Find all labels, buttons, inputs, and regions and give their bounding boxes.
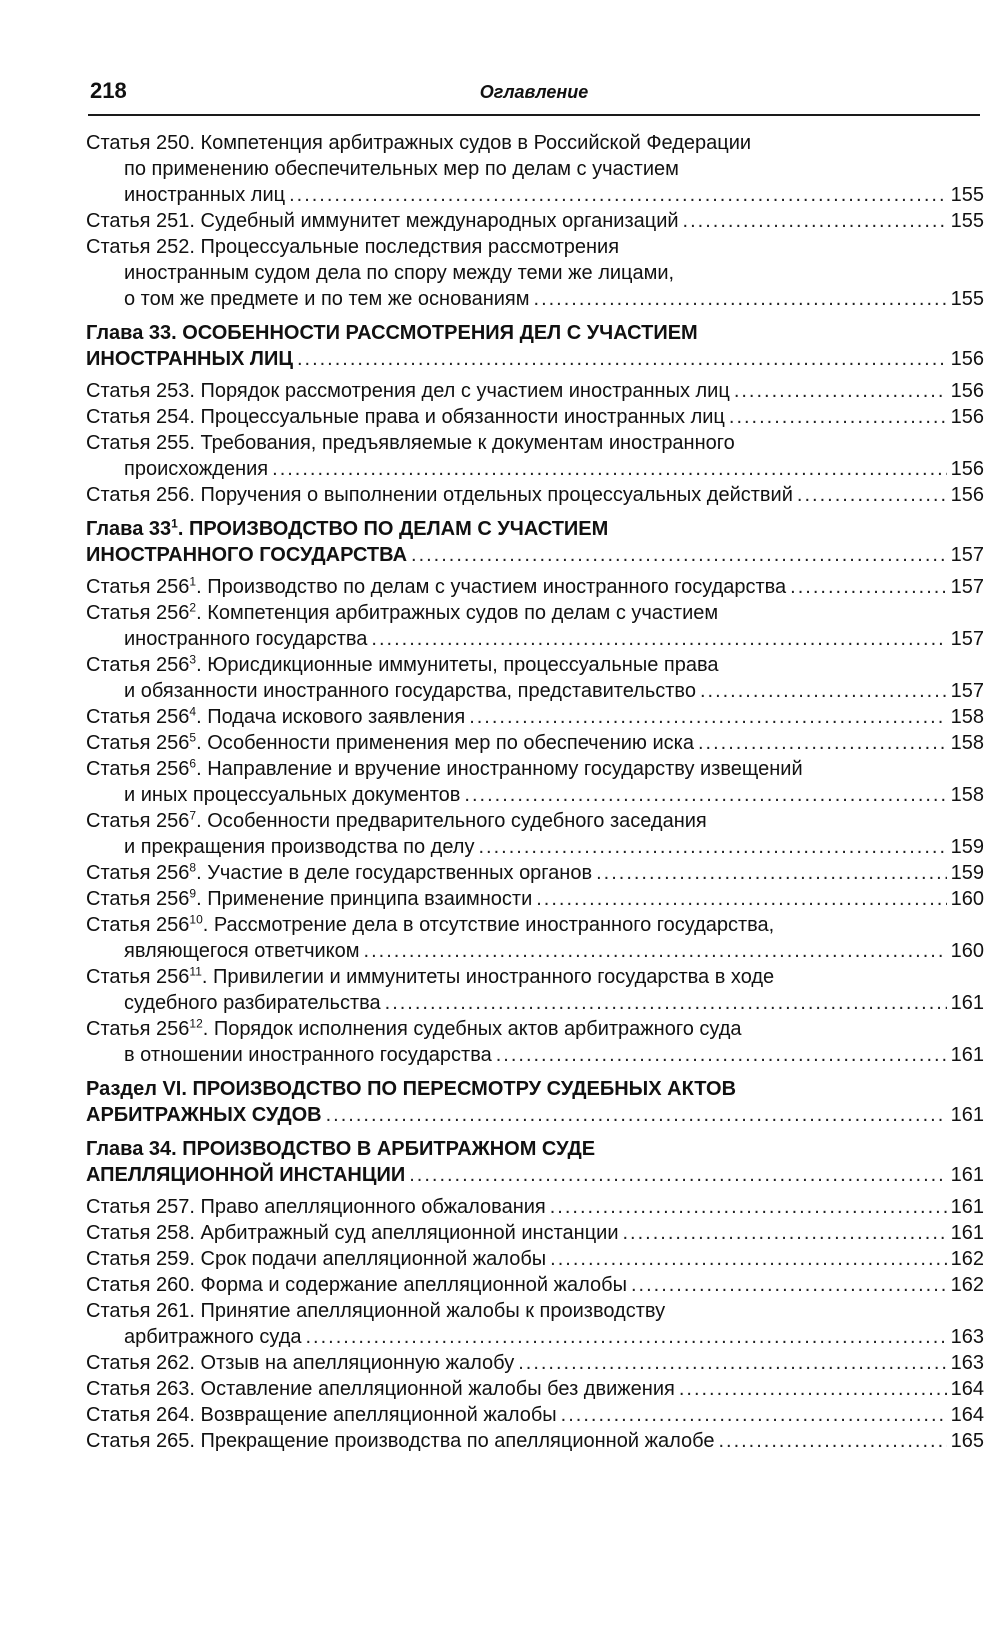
toc-entry[interactable] [86,1194,984,1220]
table-of-contents [86,130,984,1454]
dot-leader [790,574,946,600]
toc-prefix: Статья 256 [86,602,190,624]
toc-line [86,1272,984,1298]
toc-superscript: 3 [189,652,197,667]
toc-page-number: 162 [950,1248,984,1270]
toc-page-number: 159 [950,862,984,884]
dot-leader [550,1246,946,1272]
toc-superscript: 4 [189,704,197,719]
toc-line-text: и прекращения производства по делу [124,836,475,858]
toc-heading[interactable] [86,320,984,372]
toc-line-text: Статья 265. Прекращение производства по апелляционной жалобе [86,1430,715,1452]
toc-entry[interactable] [86,1016,984,1068]
toc-page-number: 156 [950,484,984,506]
toc-line-text: Статья 263. Оставление апелляционной жалобы без движения [86,1378,675,1400]
dot-leader [718,1428,946,1454]
toc-line [86,404,984,430]
toc-line [86,938,984,964]
toc-page-number: 160 [950,888,984,910]
dot-leader [550,1194,947,1220]
toc-line-text: Статья 264. Возвращение апелляционной жалобы [86,1404,557,1426]
dot-leader [364,938,947,964]
toc-line-text [86,1018,742,1040]
toc-line-text: иностранного государства [124,628,368,650]
dot-leader [371,626,946,652]
toc-line-text [86,860,592,886]
toc-title: . Особенности применения мер по обеспечению иска [196,732,694,754]
toc-page-number: 158 [950,784,984,806]
toc-line [86,208,984,234]
toc-line [86,430,984,456]
toc-prefix: Глава 33 [86,518,172,540]
toc-line-text: АРБИТРАЖНЫХ СУДОВ [86,1104,322,1126]
dot-leader [478,834,946,860]
toc-line-text: Статья 261. Принятие апелляционной жалобы к производству [86,1300,666,1322]
toc-line [86,626,984,652]
toc-superscript: 6 [189,756,197,771]
toc-line [86,704,984,730]
toc-line [86,964,984,990]
toc-superscript: 5 [189,730,197,745]
toc-page-number: 164 [950,1404,984,1426]
toc-title: . Особенности предварительного судебного заседания [196,810,707,832]
toc-entry[interactable] [86,1246,984,1272]
toc-line [86,834,984,860]
toc-line-text: ИНОСТРАННЫХ ЛИЦ [86,348,293,370]
toc-line-text: в отношении иностранного государства [124,1044,492,1066]
toc-line-text: Статья 256. Поручения о выполнении отдельных процессуальных действий [86,484,793,506]
toc-line [86,542,984,568]
toc-title: . ПРОИЗВОДСТВО ПО ДЕЛАМ С УЧАСТИЕМ [177,518,609,540]
toc-line [86,130,984,156]
toc-line-text: иностранным судом дела по спору между теми же лицами, [124,262,675,284]
toc-line [86,1076,984,1102]
toc-entry[interactable] [86,964,984,1016]
toc-line-text: по применению обеспечительных мер по делам с участием [124,158,679,180]
toc-page-number: 155 [950,210,984,232]
toc-line-text: являющегося ответчиком [124,940,360,962]
toc-line [86,320,984,346]
toc-line [86,482,984,508]
dot-leader [272,456,946,482]
toc-line [86,1042,984,1068]
toc-line [86,860,984,886]
toc-title: . Подача искового заявления [196,706,466,728]
toc-line-text: судебного разбирательства [124,992,381,1014]
dot-leader [679,1376,947,1402]
toc-line [86,886,984,912]
toc-page-number: 160 [950,940,984,962]
toc-line [86,756,984,782]
dot-leader [700,678,947,704]
dot-leader [734,378,947,404]
toc-page-number: 163 [950,1352,984,1374]
toc-line-text: Глава 34. ПРОИЗВОДСТВО В АРБИТРАЖНОМ СУДЕ [86,1138,596,1160]
toc-line-text: арбитражного суда [124,1326,302,1348]
toc-entry[interactable] [86,208,984,234]
toc-prefix: Статья 256 [86,706,190,728]
dot-leader [306,1324,947,1350]
toc-prefix: Статья 256 [86,732,190,754]
toc-line-text: Статья 262. Отзыв на апелляционную жалобу [86,1352,515,1374]
toc-line [86,652,984,678]
toc-superscript: 11 [189,964,202,979]
toc-page-number: 162 [950,1274,984,1296]
toc-line-text: Статья 253. Порядок рассмотрения дел с участием иностранных лиц [86,380,730,402]
page-number: 218 [90,78,127,103]
toc-entry[interactable] [86,130,984,208]
toc-entry[interactable] [86,1272,984,1298]
toc-line-text: Статья 252. Процессуальные последствия рассмотрения [86,236,620,258]
dot-leader [534,286,947,312]
dot-leader [623,1220,947,1246]
toc-title: . Порядок исполнения судебных актов арбитражного суда [202,1018,742,1040]
toc-page-number: 156 [950,348,984,370]
dot-leader [469,704,946,730]
toc-entry[interactable] [86,1350,984,1376]
toc-title: . Юрисдикционные иммунитеты, процессуальные права [196,654,719,676]
toc-entry[interactable] [86,1428,984,1454]
toc-line-text: Статья 260. Форма и содержание апелляционной жалобы [86,1274,627,1296]
toc-prefix: Статья 256 [86,966,190,988]
toc-line [86,456,984,482]
toc-page-number: 157 [950,544,984,566]
toc-line-text: Статья 251. Судебный иммунитет международных организаций [86,210,679,232]
toc-page-number: 165 [950,1430,984,1452]
dot-leader [729,404,947,430]
toc-entry[interactable] [86,1376,984,1402]
toc-page-number: 158 [950,706,984,728]
toc-page-number: 157 [950,680,984,702]
toc-superscript: 10 [189,912,203,927]
toc-line [86,1324,984,1350]
toc-line [86,1102,984,1128]
toc-line-text: Статья 254. Процессуальные права и обязанности иностранных лиц [86,406,725,428]
toc-superscript: 7 [189,808,197,823]
toc-line-text [86,758,803,780]
toc-line-text: Глава 33. ОСОБЕННОСТИ РАССМОТРЕНИЯ ДЕЛ С УЧАСТИЕМ [86,322,698,344]
toc-heading[interactable] [86,1136,984,1188]
toc-page-number: 161 [950,1104,984,1126]
toc-line-text [86,914,774,936]
toc-line [86,1402,984,1428]
dot-leader [297,346,947,372]
toc-line [86,182,984,208]
dot-leader [631,1272,947,1298]
dot-leader [596,860,947,886]
toc-page-number: 161 [950,1196,984,1218]
toc-prefix: Статья 256 [86,654,190,676]
toc-entry[interactable] [86,482,984,508]
toc-superscript: 9 [189,886,197,901]
toc-line-text: Статья 259. Срок подачи апелляционной жалобы [86,1248,547,1270]
dot-leader [518,1350,946,1376]
page-header [88,76,980,116]
toc-line-text: ИНОСТРАННОГО ГОСУДАРСТВА [86,544,408,566]
toc-line [86,260,984,286]
toc-line [86,730,984,756]
running-title: Оглавление [479,82,589,102]
dot-leader [683,208,947,234]
toc-title: . Применение принципа взаимности [196,888,533,910]
toc-page-number: 157 [950,628,984,650]
toc-line-text: о том же предмете и по тем же основаниям [124,288,530,310]
toc-prefix: Статья 256 [86,810,190,832]
toc-superscript: 2 [189,600,197,615]
dot-leader [698,730,947,756]
toc-page-number: 158 [950,732,984,754]
dot-leader [561,1402,947,1428]
toc-line-text [86,886,532,912]
toc-line-text: и иных процессуальных документов [124,784,461,806]
toc-line [86,156,984,182]
toc-prefix: Статья 256 [86,888,190,910]
toc-superscript: 1 [171,516,178,531]
toc-title: . Направление и вручение иностранному государству извещений [196,758,803,780]
dot-leader [536,886,946,912]
toc-prefix: Статья 256 [86,862,190,884]
toc-line-text [86,966,774,988]
toc-line [86,808,984,834]
toc-title: . Рассмотрение дела в отсутствие иностранного государства, [202,914,775,936]
toc-line [86,516,984,542]
toc-line-text [86,518,608,540]
toc-line [86,1376,984,1402]
toc-page-number: 161 [950,992,984,1014]
toc-superscript: 1 [189,574,197,589]
toc-line [86,990,984,1016]
toc-line [86,1246,984,1272]
toc-entry[interactable] [86,574,984,600]
toc-line [86,234,984,260]
toc-page-number: 163 [950,1326,984,1348]
toc-prefix: Статья 256 [86,758,190,780]
toc-entry[interactable] [86,430,984,482]
toc-line [86,1350,984,1376]
toc-line [86,678,984,704]
toc-line-text: АПЕЛЛЯЦИОННОЙ ИНСТАНЦИИ [86,1164,406,1186]
toc-page-number: 164 [950,1378,984,1400]
dot-leader [289,182,947,208]
toc-heading[interactable] [86,1076,984,1128]
toc-line [86,574,984,600]
toc-page-number: 156 [950,406,984,428]
toc-page-number: 161 [950,1222,984,1244]
toc-entry[interactable] [86,886,984,912]
toc-page-number: 155 [950,184,984,206]
toc-line-text: и обязанности иностранного государства, представительство [124,680,696,702]
toc-entry[interactable] [86,860,984,886]
toc-entry[interactable] [86,756,984,808]
toc-line-text [86,574,786,600]
dot-leader [797,482,947,508]
toc-line [86,912,984,938]
toc-heading[interactable] [86,516,984,568]
toc-page-number: 161 [950,1044,984,1066]
toc-entry[interactable] [86,1402,984,1428]
toc-line [86,1136,984,1162]
toc-title: . Компетенция арбитражных судов по делам с участием [196,602,719,624]
toc-entry[interactable] [86,404,984,430]
toc-superscript: 8 [189,860,197,875]
toc-line-text [86,810,707,832]
toc-line [86,600,984,626]
toc-line [86,1194,984,1220]
toc-prefix: Статья 256 [86,1018,190,1040]
toc-entry[interactable] [86,730,984,756]
toc-line [86,1016,984,1042]
toc-page-number: 161 [950,1164,984,1186]
dot-leader [409,1162,946,1188]
toc-line-text [86,730,694,756]
toc-page-number: 156 [950,458,984,480]
toc-entry[interactable] [86,1220,984,1246]
toc-line-text: Статья 257. Право апелляционного обжалования [86,1196,546,1218]
toc-title: . Привилегии и иммунитеты иностранного государства в ходе [201,966,775,988]
toc-line [86,782,984,808]
dot-leader [385,990,947,1016]
toc-line-text [86,602,718,624]
toc-line-text: Раздел VI. ПРОИЗВОДСТВО ПО ПЕРЕСМОТРУ СУДЕБНЫХ АКТОВ [86,1078,737,1100]
toc-entry[interactable] [86,600,984,652]
toc-page-number: 156 [950,380,984,402]
toc-line-text: иностранных лиц [124,184,286,206]
toc-entry[interactable] [86,234,984,312]
toc-page-number: 157 [950,576,984,598]
toc-entry[interactable] [86,704,984,730]
toc-prefix: Статья 256 [86,576,190,598]
toc-line-text: Статья 255. Требования, предъявляемые к документам иностранного [86,432,735,454]
toc-entry[interactable] [86,808,984,860]
toc-line-text: Статья 250. Компетенция арбитражных судов в Российской Федерации [86,132,752,154]
toc-line-text [86,654,718,676]
toc-entry[interactable] [86,378,984,404]
toc-entry[interactable] [86,1298,984,1350]
toc-line-text: происхождения [124,458,269,480]
toc-title: . Производство по делам с участием иностранного государства [196,576,787,598]
toc-line [86,1298,984,1324]
dot-leader [464,782,946,808]
toc-line-text: Статья 258. Арбитражный суд апелляционной инстанции [86,1222,619,1244]
toc-line [86,346,984,372]
toc-line [86,378,984,404]
toc-entry[interactable] [86,912,984,964]
toc-superscript: 12 [189,1016,203,1031]
toc-line-text [86,704,465,730]
toc-title: . Участие в деле государственных органов [196,862,593,884]
dot-leader [496,1042,947,1068]
toc-page-number: 159 [950,836,984,858]
toc-line [86,286,984,312]
toc-line [86,1162,984,1188]
dot-leader [326,1102,947,1128]
toc-line [86,1220,984,1246]
toc-prefix: Статья 256 [86,914,190,936]
toc-page-number: 155 [950,288,984,310]
toc-entry[interactable] [86,652,984,704]
toc-line [86,1428,984,1454]
dot-leader [411,542,947,568]
